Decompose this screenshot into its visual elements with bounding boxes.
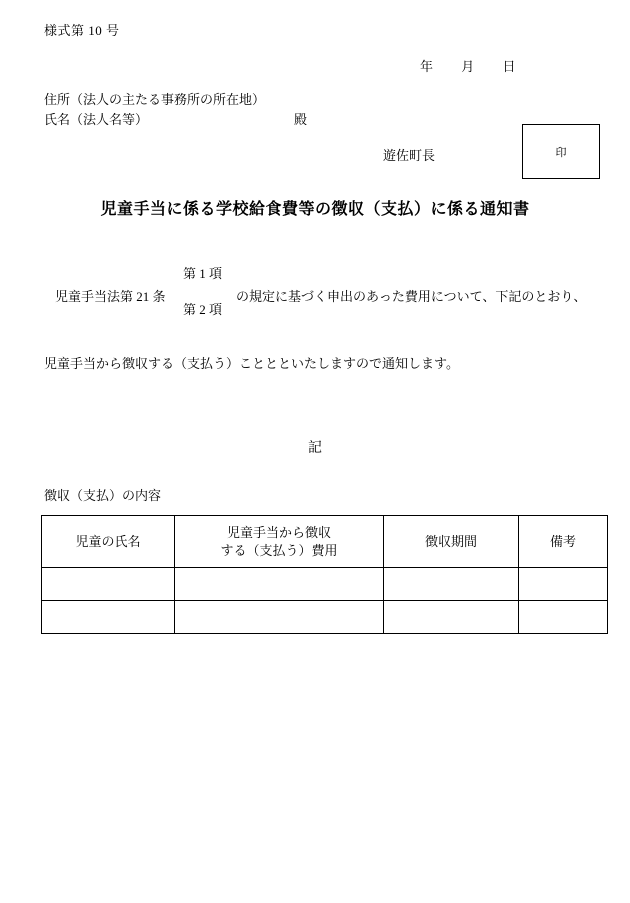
recipient-block [44,90,364,130]
table-header-row [42,516,608,568]
page-title: 児童手当に係る学校給食費等の徴収（支払）に係る通知書 [100,201,530,218]
law-reference-prefix: 児童手当法第 21 条 [55,289,166,304]
issuer-name: 遊佐町長 [383,148,436,163]
table-cell-child-name[interactable] [42,568,175,601]
table-header-cost-line2: する（支払う）費用 [220,542,338,558]
table-head [42,516,608,568]
recipient-name-row [44,110,364,130]
table-row [42,601,608,634]
table-cell-cost[interactable] [175,601,384,634]
law-reference-suffix: の規定に基づく申出のあった費用について、下記のとおり、 [236,289,587,304]
seal-box [522,124,600,179]
date-line [420,56,523,75]
table-caption: 徴収（支払）の内容 [44,488,162,503]
table-cell-period[interactable] [384,601,519,634]
date-year-label: 年 [420,59,434,74]
ki-mark: 記 [308,441,322,456]
collection-table [41,515,608,634]
recipient-address-label: 住所（法人の主たる事務所の所在地） [44,92,266,107]
table-cell-remarks[interactable] [519,568,608,601]
body-line-2: 児童手当から徴収する（支払う）こととといたしますので通知します。 [44,356,459,371]
table-cell-remarks[interactable] [519,601,608,634]
table-header-remarks: 備考 [519,516,608,568]
table-cell-child-name[interactable] [42,601,175,634]
table-header-cost-line1: 児童手当から徴収 [226,524,331,540]
table-body [42,568,608,634]
table-row [42,568,608,601]
seal-label: 印 [555,146,567,159]
clause-2: 第 2 項 [183,302,223,317]
form-number: 様式第 10 号 [44,23,120,38]
date-day-label: 日 [502,59,516,74]
table-header-period: 徴収期間 [384,516,519,568]
table-cell-period[interactable] [384,568,519,601]
date-month-label: 月 [461,59,475,74]
table-header-cost [175,516,384,568]
recipient-name-label: 氏名（法人名等） [44,112,149,127]
table-cell-cost[interactable] [175,568,384,601]
recipient-honorific: 殿 [294,112,308,127]
clause-1: 第 1 項 [183,266,223,281]
table-header-child-name: 児童の氏名 [42,516,175,568]
